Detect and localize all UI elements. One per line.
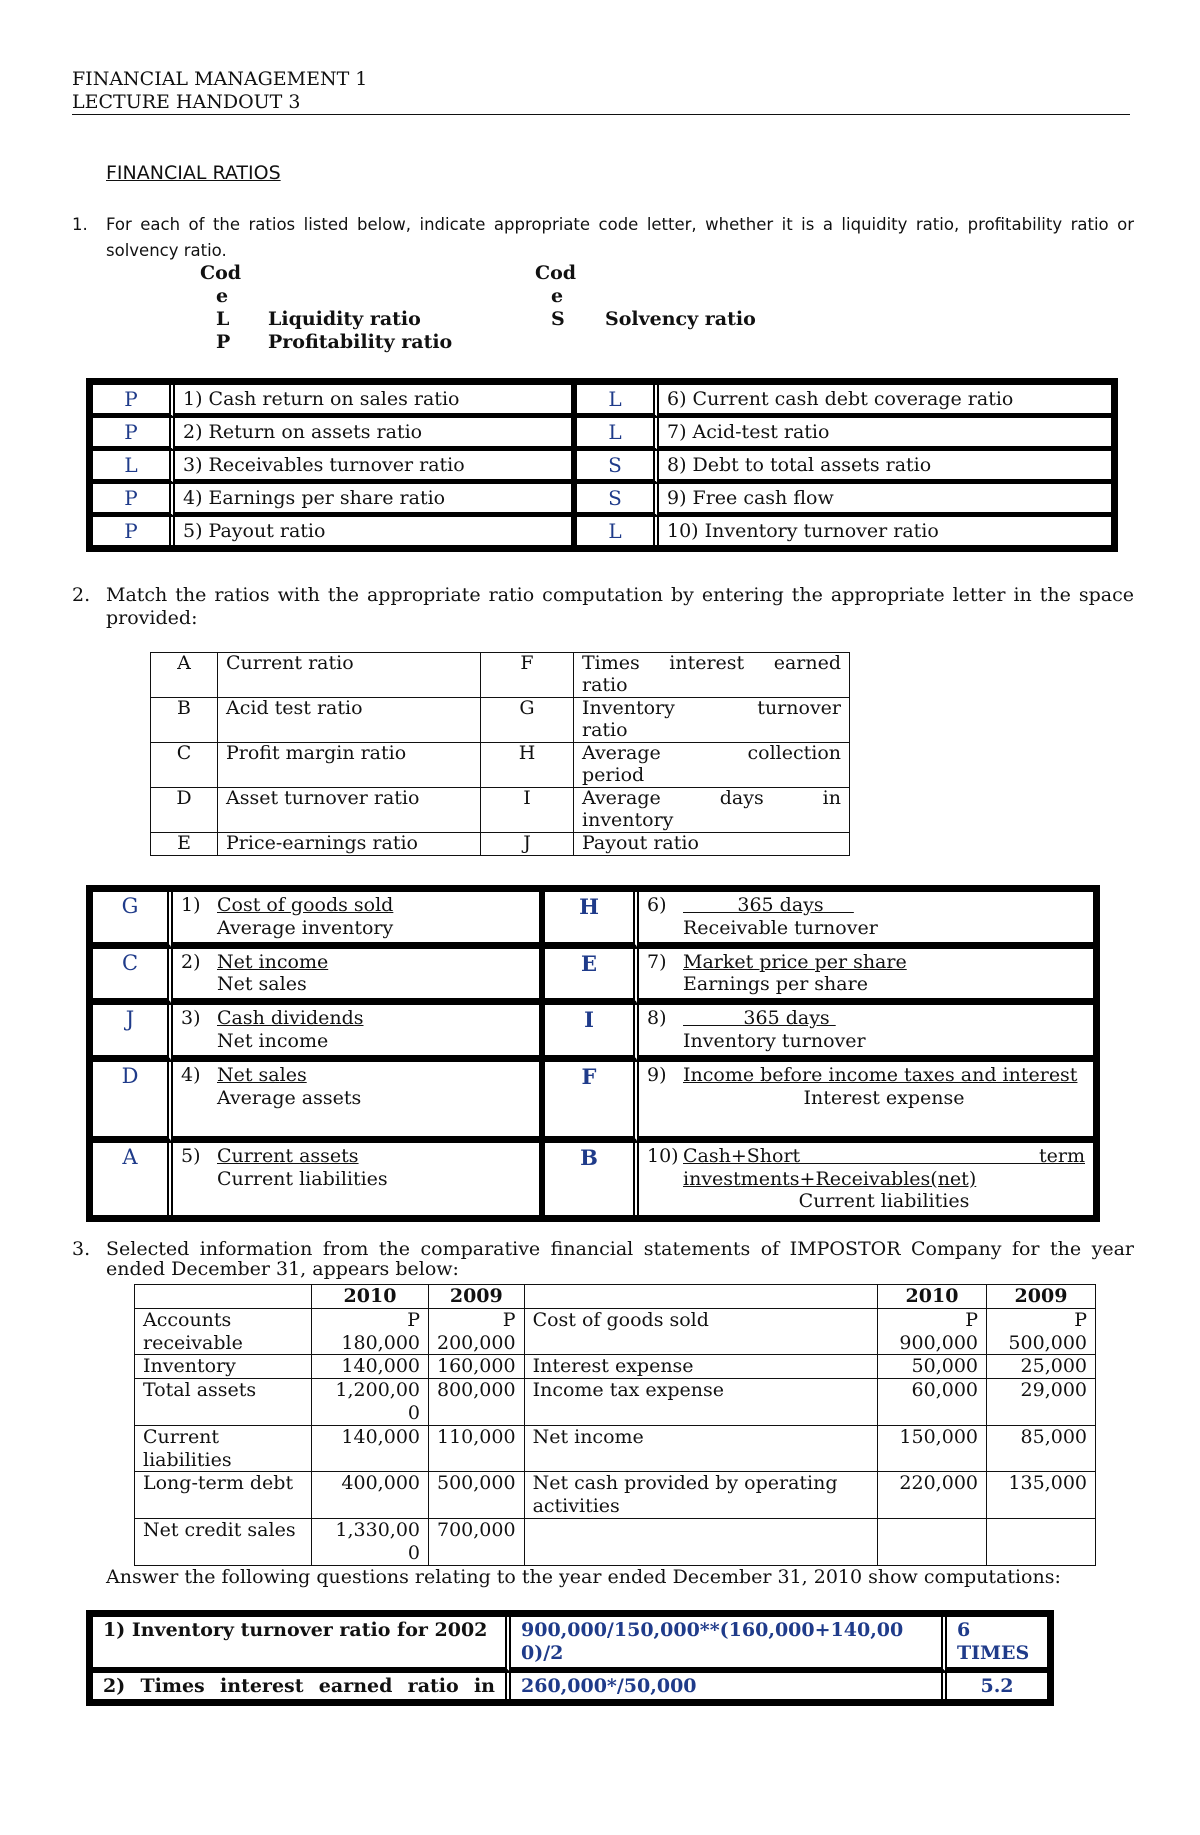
- amount: [878, 1518, 987, 1565]
- computation: 260,000*/50,000: [511, 1673, 947, 1700]
- ratio-name: Payout ratio: [574, 833, 850, 856]
- item-label: [524, 1518, 877, 1565]
- legend-name-solvency: Solvency ratio: [605, 308, 756, 330]
- ratio-name: Current ratio: [218, 653, 481, 698]
- ratio-letter: A: [151, 653, 218, 698]
- item-label: Accounts receivable: [135, 1308, 312, 1355]
- answer-code: S: [577, 451, 659, 484]
- answer-code: S: [577, 484, 659, 517]
- answer-code: L: [577, 418, 659, 451]
- table-row: [93, 418, 1111, 451]
- formula: [173, 892, 545, 949]
- formula: [173, 949, 545, 1006]
- formula-number: 1): [181, 894, 201, 916]
- amount: 700,000: [429, 1518, 525, 1565]
- table-row: [93, 1617, 1047, 1673]
- section-title: FINANCIAL RATIOS: [106, 162, 281, 184]
- currency-symbol: P: [502, 1308, 516, 1331]
- ratio-label: 9) Free cash flow: [659, 484, 1111, 517]
- amount: [987, 1518, 1096, 1565]
- formula-numerator: Income before income taxes and interest: [683, 1063, 1078, 1086]
- amount: 180,000: [341, 1331, 420, 1354]
- amount: 110,000: [429, 1425, 525, 1472]
- formula-numerator: 365 days: [683, 1007, 836, 1030]
- table-row: [135, 1518, 1096, 1565]
- course-title: FINANCIAL MANAGEMENT 1: [72, 68, 368, 90]
- computation-answer-table: [86, 1610, 1054, 1706]
- legend-code-p: P: [216, 331, 231, 353]
- formula-number: 5): [181, 1144, 201, 1167]
- ratio-name-line2: period: [582, 763, 645, 786]
- ratio-label: 3) Receivables turnover ratio: [175, 451, 577, 484]
- table-row: [93, 892, 1093, 949]
- formula-number: 8): [647, 1007, 667, 1030]
- formula-number: 9): [647, 1063, 667, 1086]
- item-label: Current liabilities: [135, 1425, 312, 1472]
- value-cell: [987, 1308, 1096, 1355]
- formula-denominator: Earnings per share: [683, 973, 868, 996]
- amount: 60,000: [878, 1379, 987, 1426]
- table-row: [135, 1472, 1096, 1519]
- sub-question: 2) Times interest earned ratio in: [93, 1673, 511, 1700]
- formula-number: 4): [181, 1063, 201, 1086]
- amount: 25,000: [987, 1355, 1096, 1379]
- table-row: [93, 1673, 1047, 1700]
- answer-letter: G: [93, 892, 173, 949]
- table-row: [93, 1005, 1093, 1062]
- formula-denominator: Net income: [217, 1029, 329, 1052]
- answer-code: L: [577, 385, 659, 418]
- legend-name-liquidity: Liquidity ratio: [268, 308, 421, 330]
- legend-name-profitability: Profitability ratio: [268, 331, 453, 353]
- question-1: [72, 212, 1134, 263]
- formula-numerator: Market price per share: [683, 950, 907, 973]
- formula-numerator: Net income: [217, 950, 329, 973]
- item-label: Long-term debt: [135, 1472, 312, 1519]
- question-1-text: For each of the ratios listed below, indicate appropriate code letter, whether it is a liquidity ratio, profitability ratio or solvency ratio.: [106, 215, 1134, 260]
- amount: 85,000: [987, 1425, 1096, 1472]
- ratio-letter: C: [151, 743, 218, 788]
- ratio-name: Profit margin ratio: [218, 743, 481, 788]
- table-row: [135, 1308, 1096, 1355]
- table-row: [93, 1062, 1093, 1143]
- item-label: Net cash provided by operating activities: [524, 1472, 877, 1519]
- computation: 900,000/150,000**(160,000+140,00 0)/2: [511, 1617, 947, 1673]
- item-label: Cost of goods sold: [524, 1308, 877, 1355]
- ratio-name-line2: inventory: [582, 808, 674, 831]
- answer-code: P: [93, 418, 175, 451]
- legend-code-l: L: [216, 308, 230, 330]
- ratio-name: Price-earnings ratio: [218, 833, 481, 856]
- amount: 29,000: [987, 1379, 1096, 1426]
- table-row: [151, 698, 850, 743]
- year-header: 2009: [987, 1285, 1096, 1309]
- formula-number: 7): [647, 950, 667, 973]
- formula: [173, 1143, 545, 1215]
- formula-number: 6): [647, 894, 667, 916]
- answer-letter: I: [545, 1005, 639, 1062]
- code-label-a2: e: [216, 285, 229, 307]
- sub-question: 1) Inventory turnover ratio for 2002: [93, 1617, 511, 1673]
- question-3-instruction: Answer the following questions relating to the year ended December 31, 2010 show computations:: [106, 1566, 1061, 1588]
- currency-symbol: P: [1074, 1308, 1087, 1331]
- ratio-label: 8) Debt to total assets ratio: [659, 451, 1111, 484]
- formula-denominator: Average inventory: [217, 916, 394, 939]
- answer-code: P: [93, 517, 175, 545]
- ratio-name-line1: Average collection: [582, 742, 841, 764]
- ratio-name: [574, 698, 850, 743]
- question-3: [72, 1240, 1134, 1280]
- formula-denominator: Interest expense: [803, 1086, 965, 1109]
- table-header-row: [135, 1285, 1096, 1309]
- ratio-name: [574, 653, 850, 698]
- amount: 140,000: [312, 1425, 429, 1472]
- amount: 135,000: [987, 1472, 1096, 1519]
- ratio-classification-table: [86, 378, 1118, 552]
- ratio-name: [574, 743, 850, 788]
- answer-code: L: [93, 451, 175, 484]
- ratio-letter-table: [150, 652, 850, 856]
- ratio-name: Asset turnover ratio: [218, 788, 481, 833]
- value-cell: [878, 1308, 987, 1355]
- ratio-matching-table: [86, 885, 1100, 1222]
- currency-symbol: P: [965, 1308, 978, 1331]
- formula: [173, 1005, 545, 1062]
- formula-denominator: Receivable turnover: [683, 916, 878, 939]
- ratio-name-line1: Inventory turnover: [582, 697, 841, 719]
- currency-symbol: P: [407, 1308, 420, 1331]
- table-row: [93, 484, 1111, 517]
- ratio-letter: I: [481, 788, 574, 833]
- table-row: [135, 1355, 1096, 1379]
- ratio-label: 5) Payout ratio: [175, 517, 577, 545]
- blank-header-cell: [135, 1285, 312, 1309]
- formula-denominator: Current liabilities: [217, 1167, 388, 1190]
- table-row: [135, 1425, 1096, 1472]
- formula-numerator: Cost of goods sold: [217, 894, 394, 916]
- formula-number: 2): [181, 950, 201, 973]
- item-label: Net income: [524, 1425, 877, 1472]
- ratio-letter: J: [481, 833, 574, 856]
- question-3-number: 3.: [72, 1238, 91, 1260]
- blank-header-cell: [524, 1285, 877, 1309]
- amount: 800,000: [429, 1379, 525, 1426]
- formula: [639, 1062, 1093, 1143]
- ratio-letter: E: [151, 833, 218, 856]
- formula: [173, 1062, 545, 1143]
- formula-denominator: Net sales: [217, 973, 307, 996]
- year-header: 2010: [312, 1285, 429, 1309]
- legend-code-s: S: [551, 308, 565, 330]
- formula: [639, 949, 1093, 1006]
- ratio-label: 6) Current cash debt coverage ratio: [659, 385, 1111, 418]
- amount: 1,330,00 0: [312, 1518, 429, 1565]
- table-row: [93, 949, 1093, 1006]
- answer-letter: A: [93, 1143, 173, 1215]
- year-header: 2010: [878, 1285, 987, 1309]
- answer-code: P: [93, 385, 175, 418]
- formula-number: 3): [181, 1007, 201, 1030]
- ratio-name-line1: Times interest earned: [582, 652, 841, 674]
- ratio-label: 4) Earnings per share ratio: [175, 484, 577, 517]
- formula-denominator: Current liabilities: [798, 1190, 970, 1213]
- ratio-letter: G: [481, 698, 574, 743]
- amount: 500,000: [1008, 1331, 1087, 1354]
- formula: [639, 1005, 1093, 1062]
- question-2-number: 2.: [72, 584, 91, 606]
- table-row: [151, 653, 850, 698]
- table-row: [93, 385, 1111, 418]
- amount: 160,000: [429, 1355, 525, 1379]
- amount: 50,000: [878, 1355, 987, 1379]
- formula-numerator: 365 days: [683, 894, 854, 916]
- header-rule: [72, 114, 1130, 115]
- code-legend: [0, 262, 1200, 354]
- ratio-name-line2: ratio: [582, 718, 628, 741]
- answer-letter: E: [545, 949, 639, 1006]
- item-label: Net credit sales: [135, 1518, 312, 1565]
- code-label-a1: Cod: [200, 262, 242, 284]
- formula-numerator: Cash+Short term investments+Receivables(net): [683, 1144, 1085, 1190]
- ratio-label: 2) Return on assets ratio: [175, 418, 577, 451]
- amount: 200,000: [437, 1331, 516, 1354]
- ratio-label: 10) Inventory turnover ratio: [659, 517, 1111, 545]
- ratio-label: 7) Acid-test ratio: [659, 418, 1111, 451]
- answer-value: 6 TIMES: [947, 1617, 1047, 1673]
- question-1-number: 1.: [72, 215, 88, 234]
- code-label-b2: e: [551, 285, 564, 307]
- table-row: [93, 451, 1111, 484]
- formula-numerator: Current assets: [217, 1144, 359, 1167]
- amount: 500,000: [429, 1472, 525, 1519]
- ratio-letter: F: [481, 653, 574, 698]
- question-2-text: Match the ratios with the appropriate ratio computation by entering the appropriate letter in the space provided:: [106, 584, 1134, 629]
- amount: 1,200,00 0: [312, 1379, 429, 1426]
- ratio-label: 1) Cash return on sales ratio: [175, 385, 577, 418]
- financial-data-table: [134, 1284, 1096, 1566]
- document-header: [72, 68, 367, 114]
- answer-code: L: [577, 517, 659, 545]
- item-label: Interest expense: [524, 1355, 877, 1379]
- formula: [639, 892, 1093, 949]
- answer-letter: C: [93, 949, 173, 1006]
- handout-title: LECTURE HANDOUT 3: [72, 90, 301, 113]
- table-row: [135, 1379, 1096, 1426]
- formula-denominator: Average assets: [217, 1086, 362, 1109]
- formula-numerator: Net sales: [217, 1063, 307, 1086]
- ratio-name: Acid test ratio: [218, 698, 481, 743]
- item-label: Income tax expense: [524, 1379, 877, 1426]
- answer-letter: D: [93, 1062, 173, 1143]
- answer-letter: F: [545, 1062, 639, 1143]
- amount: 900,000: [899, 1331, 978, 1354]
- item-label: Total assets: [135, 1379, 312, 1426]
- amount: 150,000: [878, 1425, 987, 1472]
- value-cell: [312, 1308, 429, 1355]
- amount: 140,000: [312, 1355, 429, 1379]
- answer-code: P: [93, 484, 175, 517]
- formula-denominator: Inventory turnover: [683, 1029, 866, 1052]
- amount: 220,000: [878, 1472, 987, 1519]
- table-row: [93, 1143, 1093, 1215]
- table-row: [151, 743, 850, 788]
- formula: [639, 1143, 1093, 1215]
- table-row: [93, 517, 1111, 545]
- ratio-name-line1: Average days in: [582, 787, 841, 809]
- amount: 400,000: [312, 1472, 429, 1519]
- table-row: [151, 833, 850, 856]
- answer-letter: J: [93, 1005, 173, 1062]
- ratio-name-line2: ratio: [582, 673, 628, 696]
- value-cell: [429, 1308, 525, 1355]
- question-3-text: Selected information from the comparative financial statements of IMPOSTOR Company for the year ended December 31, appears below:: [106, 1238, 1134, 1280]
- code-label-b1: Cod: [535, 262, 577, 284]
- answer-letter: B: [545, 1143, 639, 1215]
- formula-number: 10): [647, 1144, 679, 1167]
- answer-value: 5.2: [947, 1673, 1047, 1700]
- answer-letter: H: [545, 892, 639, 949]
- ratio-letter: D: [151, 788, 218, 833]
- item-label: Inventory: [135, 1355, 312, 1379]
- ratio-letter: H: [481, 743, 574, 788]
- table-row: [151, 788, 850, 833]
- formula-numerator: Cash dividends: [217, 1007, 364, 1030]
- ratio-name: [574, 788, 850, 833]
- ratio-letter: B: [151, 698, 218, 743]
- year-header: 2009: [429, 1285, 525, 1309]
- question-2: [72, 584, 1134, 630]
